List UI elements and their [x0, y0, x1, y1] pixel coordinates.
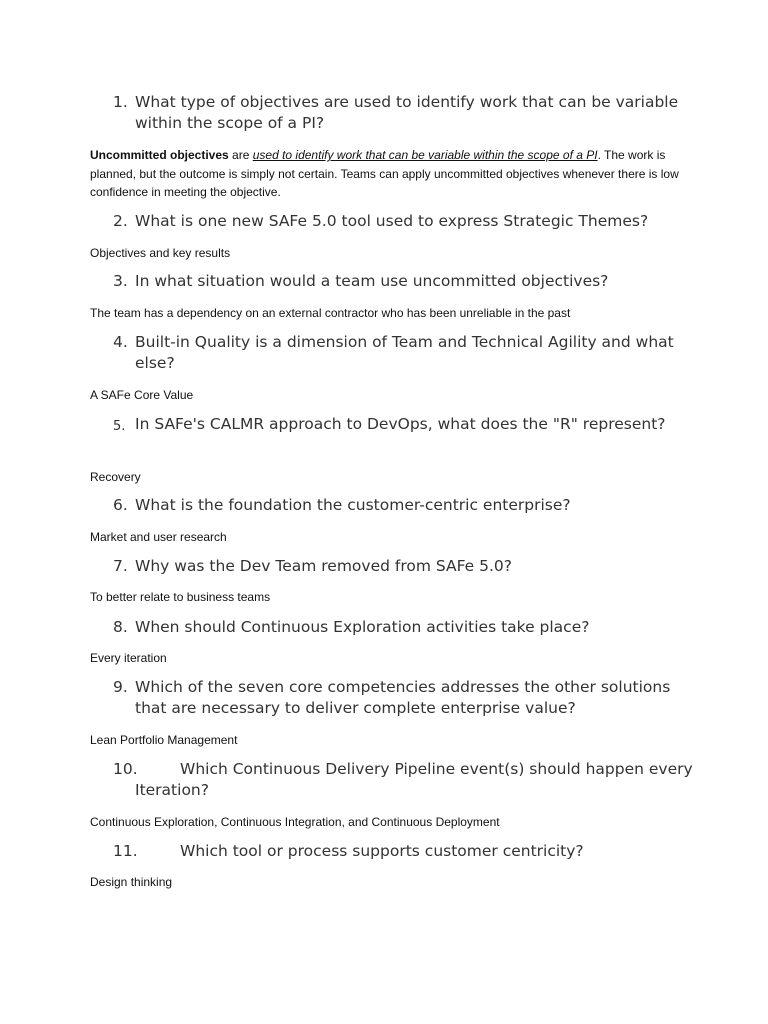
answer-9: Lean Portfolio Management: [90, 733, 238, 747]
question-text: Why was the Dev Team removed from SAFe 5.0?: [135, 557, 513, 575]
question-5: [113, 414, 693, 435]
question-text: What is the foundation the customer-centric enterprise?: [135, 496, 571, 514]
answer-10: Continuous Exploration, Continuous Integration, and Continuous Deployment: [90, 815, 500, 829]
question-text: What type of objectives are used to identify work that can be variable within the scope of a PI?: [135, 93, 679, 132]
question-2: [113, 211, 693, 232]
question-number: 10.: [113, 760, 138, 778]
question-number: 1.: [113, 93, 128, 111]
question-number: 2.: [113, 212, 128, 230]
question-text: What is one new SAFe 5.0 tool used to express Strategic Themes?: [135, 212, 649, 230]
answer-4: A SAFe Core Value: [90, 388, 194, 402]
answer-8: Every iteration: [90, 651, 167, 665]
question-number: 4.: [113, 333, 128, 351]
question-1: [113, 92, 693, 134]
question-number: 5.: [113, 419, 126, 434]
question-8: [113, 617, 693, 638]
answer-5: Recovery: [90, 470, 141, 484]
question-9: [113, 677, 693, 719]
question-number: 6.: [113, 496, 128, 514]
answer-bold-term: Uncommitted objectives: [90, 148, 229, 162]
question-number: 7.: [113, 557, 128, 575]
question-text: In what situation would a team use uncommitted objectives?: [135, 272, 609, 290]
answer-7: To better relate to business teams: [90, 590, 271, 604]
question-text: Which Continuous Delivery Pipeline event(s) should happen every Iteration?: [135, 760, 693, 799]
question-text: Built-in Quality is a dimension of Team and Technical Agility and what else?: [135, 333, 674, 372]
question-4: [113, 332, 693, 374]
answer-3: The team has a dependency on an external contractor who has been unreliable in the past: [90, 306, 571, 320]
answer-11: Design thinking: [90, 875, 173, 889]
question-text: Which of the seven core competencies addresses the other solutions that are necessary to deliver complete enterprise value?: [135, 678, 671, 717]
question-number: 9.: [113, 678, 128, 696]
question-7: [113, 556, 693, 577]
answer-explanation: . The work is planned, but the outcome is simply not certain. Teams can apply uncommitted objectives whenever there is low confidence in meeting the objective.: [90, 148, 679, 199]
question-number: 8.: [113, 618, 128, 636]
question-text: In SAFe's CALMR approach to DevOps, what does the "R" represent?: [135, 415, 666, 433]
answer-1: [90, 146, 690, 202]
question-6: [113, 495, 693, 516]
question-text: Which tool or process supports customer centricity?: [180, 842, 584, 860]
answer-underlined-definition: used to identify work that can be variable within the scope of a PI: [252, 148, 598, 162]
answer-connector: are: [228, 148, 253, 162]
answer-2: Objectives and key results: [90, 246, 231, 260]
question-number: 11.: [113, 842, 138, 860]
question-10: [113, 759, 693, 801]
question-number: 3.: [113, 272, 128, 290]
question-3: [113, 271, 693, 292]
question-text: When should Continuous Exploration activities take place?: [135, 618, 590, 636]
answer-6: Market and user research: [90, 530, 227, 544]
question-11: [113, 841, 693, 862]
